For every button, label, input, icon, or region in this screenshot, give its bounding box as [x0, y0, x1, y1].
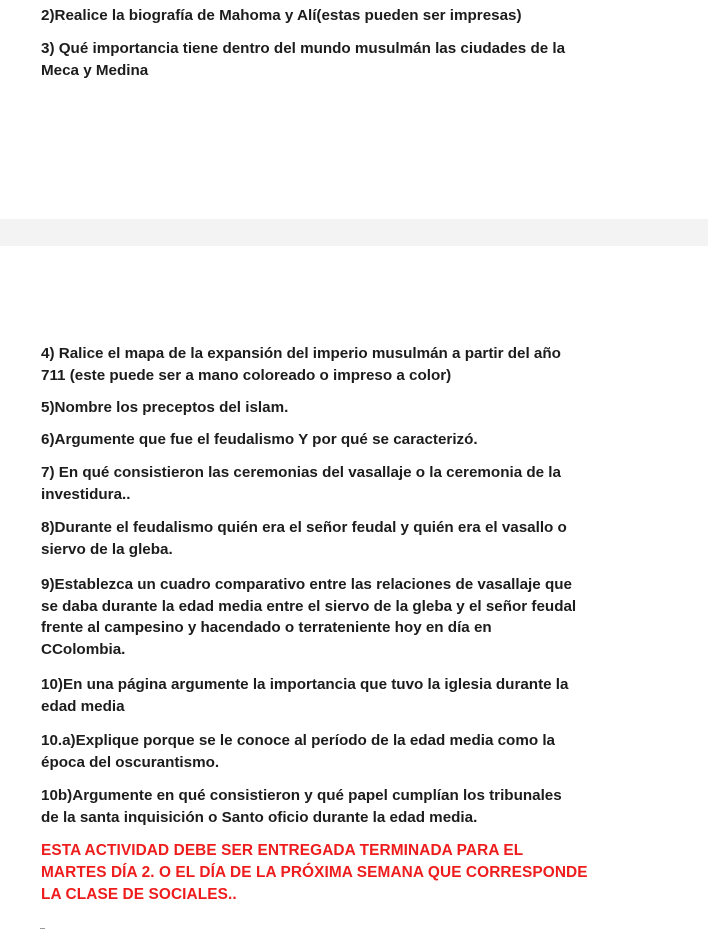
question-7-line-1: 7) En qué consistieron las ceremonias del vasallaje o la ceremonia de la	[41, 464, 561, 481]
question-3-line-2: Meca y Medina	[41, 61, 149, 79]
delivery-notice-line-3: LA CLASE DE SOCIALES..	[41, 886, 237, 903]
question-9-line-1: 9)Establezca un cuadro comparativo entre las relaciones de vasallaje que	[41, 576, 572, 593]
delivery-notice-line-1: ESTA ACTIVIDAD DEBE SER ENTREGADA TERMINADA PARA EL	[41, 842, 524, 859]
question-10a-line-1: 10.a)Explique porque se le conoce al período de la edad media como la	[41, 732, 555, 749]
question-5	[41, 397, 681, 419]
question-8-line-2: siervo de la gleba.	[41, 540, 173, 558]
footer-mark	[40, 928, 45, 929]
question-10b-line-2: de la santa inquisición o Santo oficio durante la edad media.	[41, 808, 478, 826]
question-7	[41, 462, 681, 505]
question-10a-line-2: época del oscurantismo.	[41, 753, 220, 771]
question-9	[41, 574, 681, 660]
delivery-notice	[41, 840, 681, 906]
question-6-line-1: 6)Argumente que fue el feudalismo Y por qué se caracterizó.	[41, 431, 478, 448]
question-10	[41, 674, 681, 717]
question-10b-line-1: 10b)Argumente en qué consistieron y qué papel cumplían los tribunales	[41, 787, 562, 804]
question-3-line-1: 3) Qué importancia tiene dentro del mundo musulmán las ciudades de la	[41, 40, 566, 57]
question-10-line-1: 10)En una página argumente la importancia que tuvo la iglesia durante la	[41, 676, 569, 693]
question-9-line-3: frente al campesino y hacendado o terrateniente hoy en día en	[41, 619, 492, 636]
page-separator-band	[0, 219, 708, 246]
question-9-line-4: CColombia.	[41, 640, 126, 658]
question-6	[41, 429, 681, 451]
question-4	[41, 343, 681, 386]
question-2	[41, 5, 681, 27]
question-4-line-1: 4) Ralice el mapa de la expansión del imperio musulmán a partir del año	[41, 345, 561, 362]
delivery-notice-line-2: MARTES DÍA 2. O EL DÍA DE LA PRÓXIMA SEMANA QUE CORRESPONDE	[41, 864, 588, 881]
question-5-line-1: 5)Nombre los preceptos del islam.	[41, 399, 289, 416]
question-10b	[41, 785, 681, 828]
question-8-line-1: 8)Durante el feudalismo quién era el señor feudal y quién era el vasallo o	[41, 519, 567, 536]
question-2-line-1: 2)Realice la biografía de Mahoma y Alí(estas pueden ser impresas)	[41, 7, 522, 24]
question-10-line-2: edad media	[41, 697, 125, 715]
question-10a	[41, 730, 681, 773]
question-8	[41, 517, 681, 560]
question-3	[41, 38, 681, 81]
question-7-line-2: investidura..	[41, 485, 131, 503]
question-4-line-2: 711 (este puede ser a mano coloreado o impreso a color)	[41, 366, 452, 384]
question-9-line-2: se daba durante la edad media entre el siervo de la gleba y el señor feudal	[41, 597, 577, 615]
